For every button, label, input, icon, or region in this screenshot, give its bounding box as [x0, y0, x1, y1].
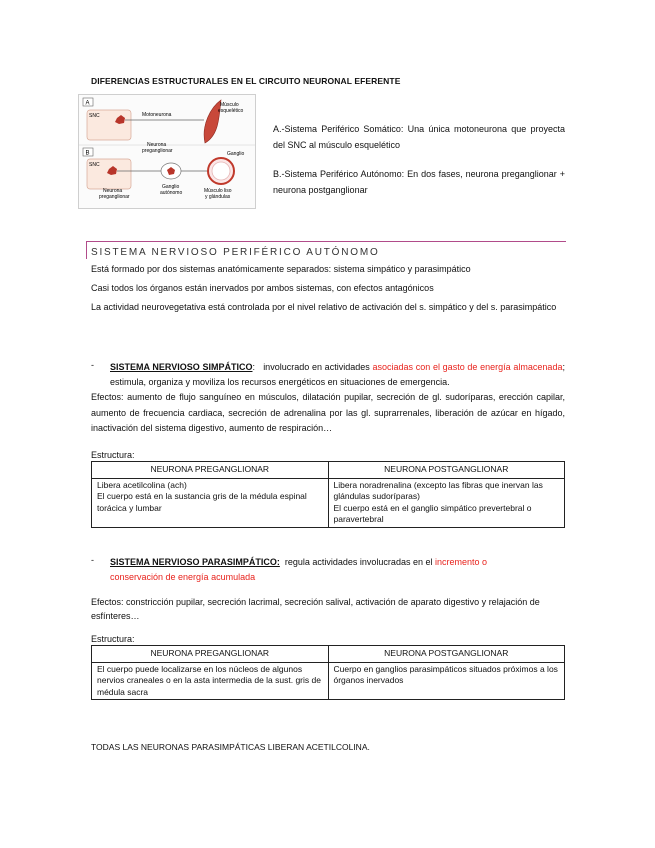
ganglio-aut-2: autónomo — [160, 190, 183, 196]
efferent-circuit-figure — [78, 94, 256, 209]
footer-note: TODAS LAS NEURONAS PARASIMPÁTICAS LIBERAN ACETILCOLINA. — [91, 742, 370, 752]
musculo-liso-2: y glándulas — [205, 194, 231, 200]
cell-line: El cuerpo puede localizarse en los núcleos de algunos nervios craneales o en la asta intermedia de la sust. gris de médula sacra — [97, 663, 321, 697]
table-cell-pre — [92, 478, 329, 527]
cell-line: Libera acetilcolina (ach) — [97, 479, 187, 490]
table-row — [92, 478, 565, 527]
musculo-label-2: esquelético — [218, 108, 244, 114]
simpatico-highlight: asociadas con el gasto de energía almacenada — [372, 362, 563, 372]
skeletal-muscle-shape — [204, 100, 221, 143]
parasimpatico-estructura-label: Estructura: — [91, 634, 135, 644]
table-header-row — [92, 462, 565, 479]
cell-line: El cuerpo está en la sustancia gris de la médula espinal torácica y lumbar — [97, 491, 307, 513]
parasimpatico-efectos: Efectos: constricción pupilar, secreción lacrimal, secreción salival, activación de aparato digestivo y relajación de esfínteres… — [91, 597, 540, 621]
table-cell-post — [328, 478, 565, 527]
table-header-post: NEURONA POSTGANGLIONAR — [328, 462, 565, 479]
parasimpatico-structure-table — [91, 645, 565, 700]
simpatico-efectos: Efectos: aumento de flujo sanguíneo en músculos, dilatación pupilar, secreción de gl. sudoríparas, erección capilar, aumento de frecuencia cardiaca, secreción de adrenalina por las gl. suprarrenales, liberación de azúcar en hígado, inactivación del sistema digestivo, aumento de respiración… — [91, 392, 565, 433]
simpatico-text-before: involucrado en actividades — [263, 362, 370, 372]
section-title: SISTEMA NERVIOSO PERIFÉRICO AUTÓNOMO — [91, 247, 380, 258]
table-cell-post — [328, 662, 565, 700]
table-header-row — [92, 646, 565, 663]
snc-label-b: SNC — [89, 162, 100, 168]
table-header-pre: NEURONA PREGANGLIONAR — [92, 462, 329, 479]
neurona-pre-top-2: preganglionar — [142, 148, 173, 154]
parasimpatico-item — [110, 555, 520, 585]
cell-line: El cuerpo está en el ganglio simpático prevertebral o paravertebral — [333, 502, 532, 524]
ganglio-aut-1: Ganglio — [162, 184, 180, 190]
gland-lumen — [212, 162, 230, 180]
figure-caption-b: B.-Sistema Periférico Autónomo: En dos fases, neurona preganglionar + neurona postganglionar — [273, 169, 565, 195]
table-header-pre: NEURONA PREGANGLIONAR — [92, 646, 329, 663]
simpatico-estructura-label: Estructura: — [91, 450, 135, 460]
simpatico-heading: SISTEMA NERVIOSO SIMPÁTICO — [110, 362, 253, 372]
bullet-dash-simpatico: - — [91, 360, 94, 370]
section-rule-left — [86, 241, 87, 259]
ganglio-label: Ganglio — [227, 151, 245, 157]
figure-caption-a: A.-Sistema Periférico Somático: Una única motoneurona que proyecta del SNC al músculo esquelético — [273, 124, 565, 150]
table-row — [92, 662, 565, 700]
table-header-post: NEURONA POSTGANGLIONAR — [328, 646, 565, 663]
simpatico-item — [110, 360, 565, 390]
intro-paragraph-1: Está formado por dos sistemas anatómicamente separados: sistema simpático y parasimpático — [91, 264, 471, 274]
parasimpatico-highlight: incremento o conservación de energía acumulada — [110, 557, 488, 582]
intro-paragraph-3: La actividad neurovegetativa está controlada por el nivel relativo de activación del s. simpático y del s. parasimpático — [91, 302, 557, 312]
table-cell-pre — [92, 662, 329, 700]
section-rule — [86, 241, 566, 242]
efferent-diagram — [79, 95, 255, 208]
simpatico-text-after: ; estimula, organiza y moviliza los recursos energéticos en situaciones de emergencia. — [110, 362, 565, 387]
cell-line: Libera noradrenalina (excepto las fibras que inervan las glándulas sudoríparas) — [333, 479, 543, 501]
neurona-pre-bot-2: preganglionar — [99, 194, 130, 200]
musculo-liso-1: Músculo liso — [204, 188, 232, 194]
bullet-dash-parasimpatico: - — [91, 555, 94, 565]
neurona-pre-bot-1: Neurona — [103, 188, 123, 194]
neurona-pre-top-1: Neurona — [147, 142, 167, 148]
motoneurona-label: Motoneurona — [142, 112, 172, 118]
musculo-label-1: Músculo — [220, 102, 239, 108]
simpatico-structure-table — [91, 461, 565, 528]
simpatico-colon: : — [252, 362, 255, 372]
snc-label-a: SNC — [89, 113, 100, 119]
cell-line: Cuerpo en ganglios parasimpáticos situados próximos a los órganos inervados — [333, 663, 558, 685]
intro-paragraph-2: Casi todos los órganos están inervados por ambos sistemas, con efectos antagónicos — [91, 283, 434, 293]
label-a: A — [85, 100, 90, 107]
document-title: DIFERENCIAS ESTRUCTURALES EN EL CIRCUITO NEURONAL EFERENTE — [91, 76, 401, 86]
parasimpatico-heading: SISTEMA NERVIOSO PARASIMPÁTICO: — [110, 557, 280, 567]
parasimpatico-text-before: regula actividades involucradas en el — [284, 557, 433, 567]
label-b: B — [85, 150, 90, 157]
